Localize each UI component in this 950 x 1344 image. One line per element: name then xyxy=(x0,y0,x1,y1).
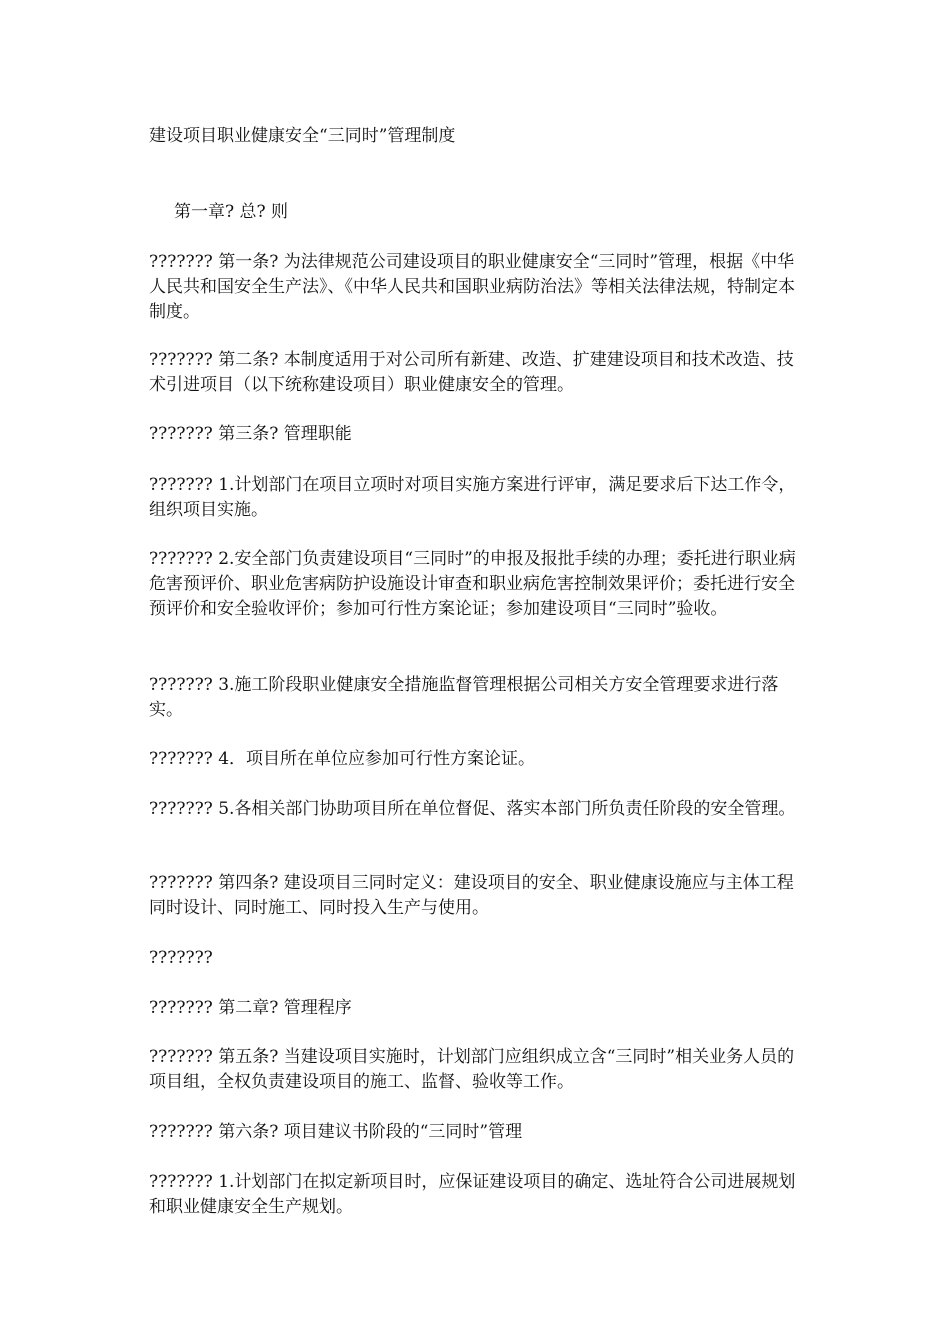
paragraph-item-2: ??????? 2.安全部门负责建设项目“三同时”的申报及报批手续的办理；委托进行职业病危害预评价、职业危害病防护设施设计审查和职业病危害控制效果评价；委托进行安全预评价和安全验收评价；参加可行性方案论证；参加建设项目“三同时”验收。 xyxy=(149,549,796,619)
paragraph-article-4: ??????? 第四条? 建设项目三同时定义：建设项目的安全、职业健康设施应与主体工程同时设计、同时施工、同时投入生产与使用。 xyxy=(149,873,794,918)
paragraph-article-6-item-1: ??????? 1.计划部门在拟定新项目时，应保证建设项目的确定、选址符合公司进展规划和职业健康安全生产规划。 xyxy=(149,1172,796,1217)
chapter-heading: 第一章? 总? 则 xyxy=(174,202,289,222)
paragraph-item-5: ??????? 5.各相关部门协助项目所在单位督促、落实本部门所负责任阶段的安全管理。 xyxy=(149,799,796,819)
document-title: 建设项目职业健康安全“三同时”管理制度 xyxy=(149,126,456,146)
paragraph-item-1: ??????? 1.计划部门在项目立项时对项目实施方案进行评审，满足要求后下达工作令，组织项目实施。 xyxy=(149,475,796,520)
paragraph-item-3: ??????? 3.施工阶段职业健康安全措施监督管理根据公司相关方安全管理要求进行落实。 xyxy=(149,675,779,720)
paragraph-article-2: ??????? 第二条? 本制度适用于对公司所有新建、改造、扩建建设项目和技术改造、技术引进项目（以下统称建设项目）职业健康安全的管理。 xyxy=(149,350,794,395)
paragraph-blank: ??????? xyxy=(149,948,213,968)
paragraph-article-1: ??????? 第一条? 为法律规范公司建设项目的职业健康安全“三同时”管理，根据《中华人民共和国安全生产法》、《中华人民共和国职业病防治法》等相关法律法规，特制定本制度。 xyxy=(149,252,795,322)
paragraph-article-5: ??????? 第五条? 当建设项目实施时，计划部门应组织成立含“三同时”相关业务人员的项目组，全权负责建设项目的施工、监督、验收等工作。 xyxy=(149,1047,795,1092)
paragraph-article-3: ??????? 第三条? 管理职能 xyxy=(149,424,352,444)
paragraph-article-6: ??????? 第六条? 项目建议书阶段的“三同时”管理 xyxy=(149,1122,523,1142)
chapter-2-heading: ??????? 第二章? 管理程序 xyxy=(149,998,352,1018)
paragraph-item-4: ??????? 4．项目所在单位应参加可行性方案论证。 xyxy=(149,749,536,769)
